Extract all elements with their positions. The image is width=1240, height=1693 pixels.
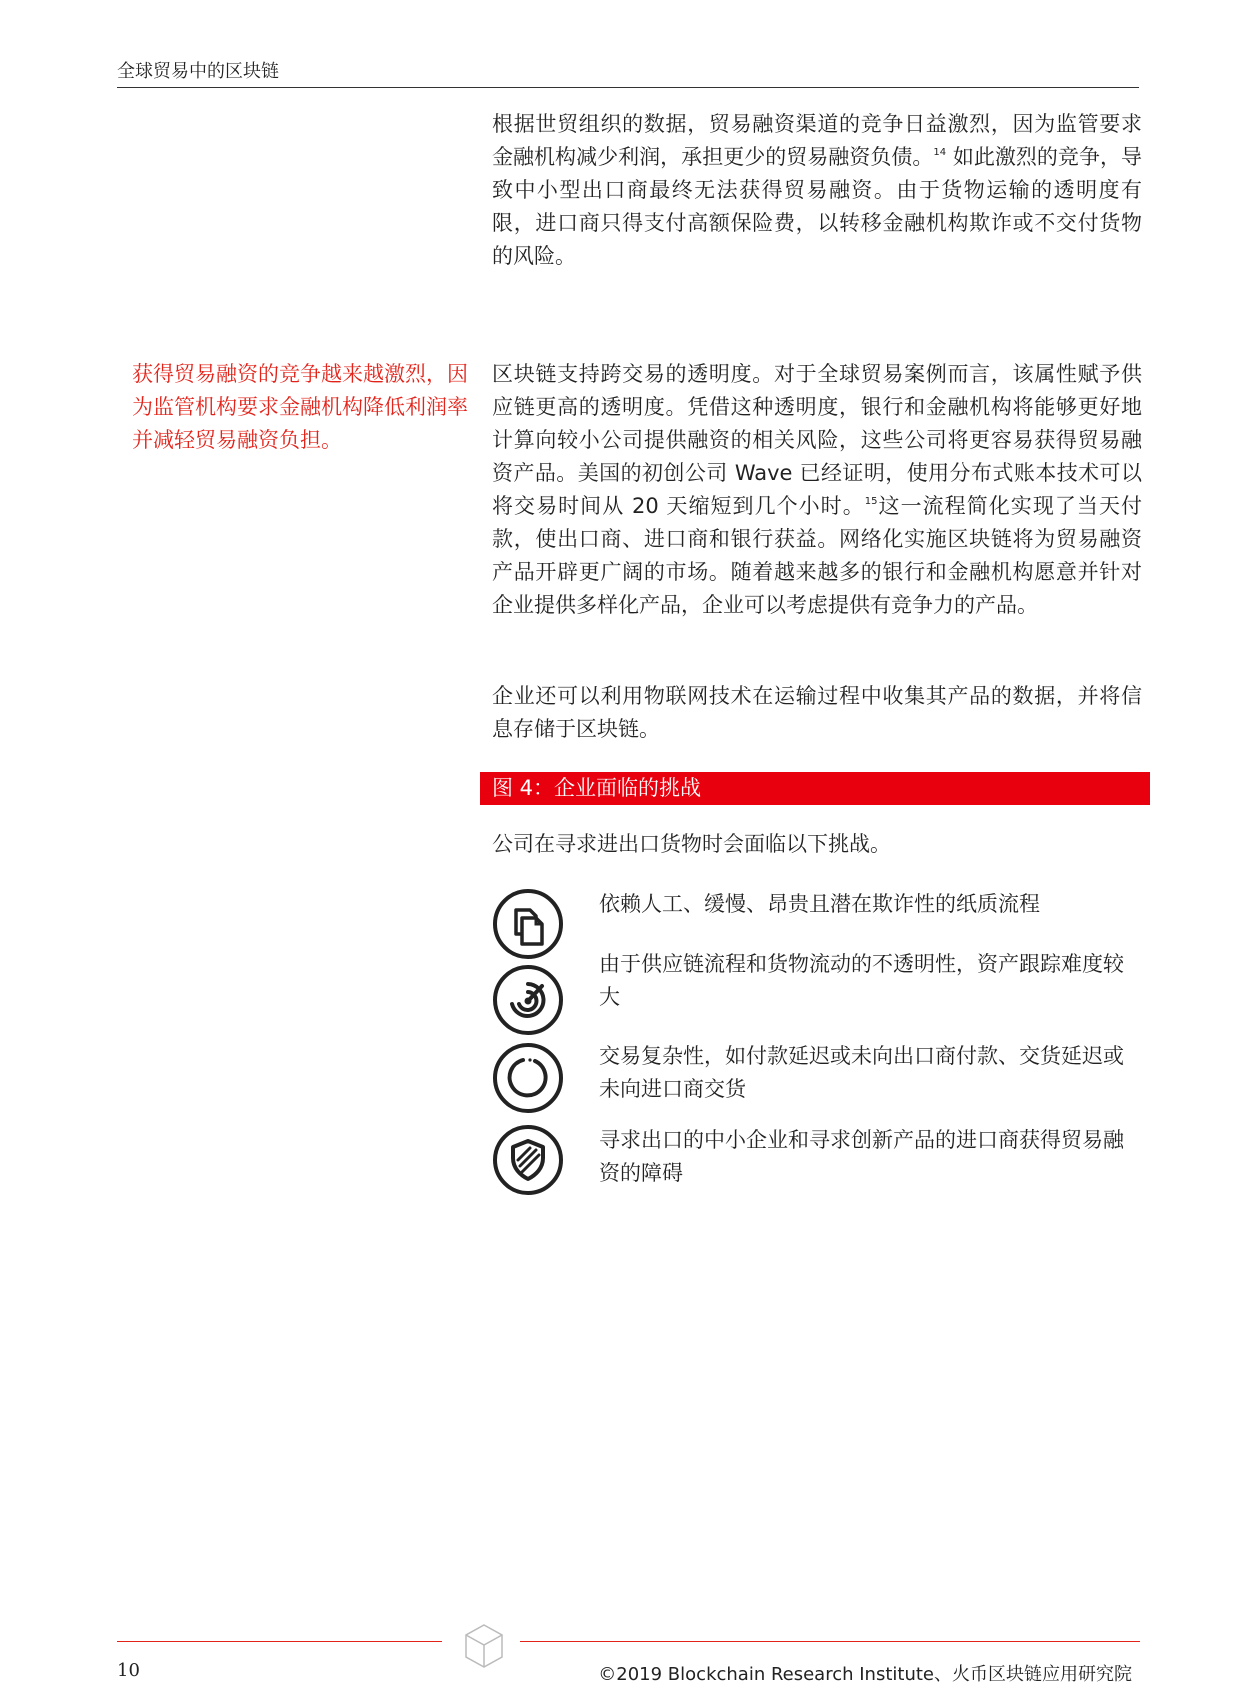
paragraph-text: 区块链支持跨交易的透明度。对于全球贸易案例而言，该属性赋予供应链更高的透明度。凭借这种透明度，银行和金融机构将能够更好地计算向较小公司提供融资的相关风险，这些公司将更容易获得贸易融资产品。美国的初创公司 Wave 已经证明，使用分布式账本技术可以将交易时间从 20 天缩短到几个小时。 — [492, 362, 1142, 518]
challenge-text: 交易复杂性，如付款延迟或未向出口商付款、交货延迟或未向进口商交货 — [599, 1044, 1124, 1101]
cube-logo-icon — [462, 1622, 506, 1670]
paragraph-text: 这一流程简化实现了当天付款，使出口商、进口商和银行获益。网络化实施区块链将为贸易融资产品开辟更广阔的市场。随着越来越多的银行和金融机构愿意并针对企业提供多样化产品，企业可以考虑提供有竞争力的产品。 — [492, 494, 1143, 617]
challenge-text: 寻求出口的中小企业和寻求创新产品的进口商获得贸易融资的障碍 — [599, 1128, 1124, 1185]
radar-tracking-icon — [492, 964, 564, 1036]
figure-title-bar: 图 4：企业面临的挑战 — [480, 772, 1150, 805]
paragraph-text: 如此激烈的竞争，导致中小型出口商最终无法获得贸易融资。由于货物运输的透明度有限，进口商只得支付高额保险费，以转移金融机构欺诈或不交付货物的风险。 — [492, 145, 1142, 268]
documents-icon — [492, 888, 564, 960]
loading-circle-icon — [492, 1042, 564, 1114]
shield-icon — [492, 1124, 564, 1196]
challenge-text: 由于供应链流程和货物流动的不透明性，资产跟踪难度较大 — [599, 952, 1124, 1009]
header-divider — [117, 87, 1139, 88]
page-number: 10 — [117, 1660, 140, 1681]
challenge-text: 依赖人工、缓慢、昂贵且潜在欺诈性的纸质流程 — [599, 892, 1040, 916]
paragraph-text: 根据世贸组织的数据，贸易融资渠道的竞争日益激烈，因为监管要求金融机构减少利润，承担更少的贸易融资负债。 — [492, 112, 1142, 169]
footer-copyright: ©2019 Blockchain Research Institute、火币区块链应用研究院 — [598, 1664, 1132, 1685]
running-header-title: 全球贸易中的区块链 — [117, 61, 279, 82]
pull-quote: 获得贸易融资的竞争越来越激烈，因为监管机构要求金融机构降低利润率并减轻贸易融资负担。 — [132, 362, 468, 452]
footer-divider-left — [117, 1641, 442, 1642]
footnote-marker[interactable]: 14 — [933, 147, 947, 158]
challenges-intro: 公司在寻求进出口货物时会面临以下挑战。 — [492, 832, 891, 856]
paragraph-iot: 企业还可以利用物联网技术在运输过程中收集其产品的数据，并将信息存储于区块链。 — [492, 684, 1142, 741]
paragraph-wto-competition — [492, 108, 1142, 273]
paragraph-transparency — [492, 358, 1142, 622]
footnote-marker[interactable]: 15 — [864, 496, 878, 507]
footer-divider-right — [520, 1641, 1140, 1642]
